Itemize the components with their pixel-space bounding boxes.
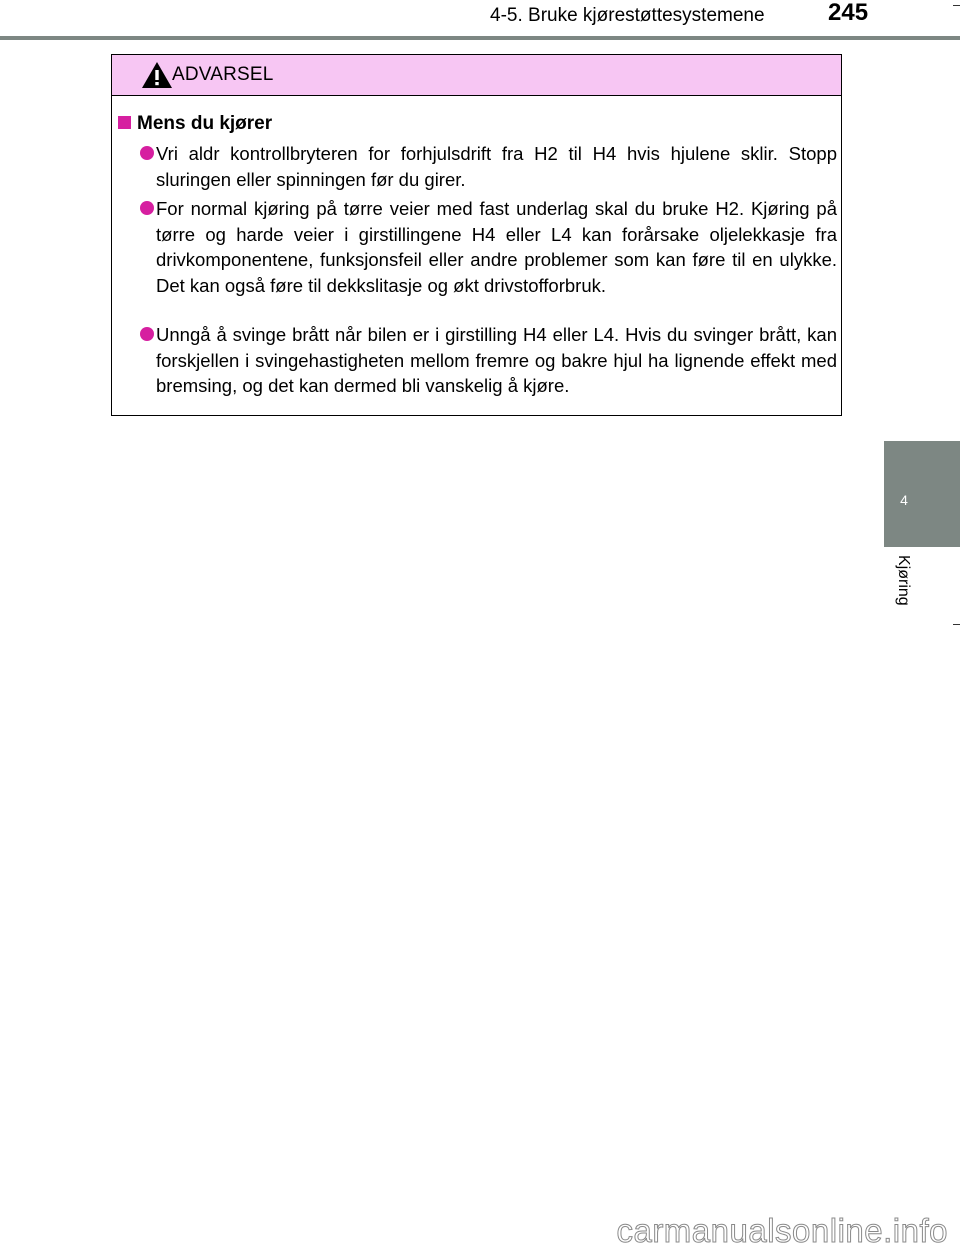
- section-heading-text: Mens du kjører: [137, 113, 273, 134]
- section-title: 4-5. Bruke kjørestøttesystemene: [490, 5, 765, 26]
- chapter-label: Kjøring: [895, 555, 912, 606]
- list-item-text: For normal kjøring på tørre veier med fast underlag skal du bruke H2. Kjøring på tørre og harde veier i girstillingene H4 eller L4 kan forårsake oljelekkasje fra drivkomponentene, funksjonsfeil eller andre problemer som kan føre til en ulykke. Det kan også føre til dekkslitasje og økt drivstofforbruk.: [156, 198, 837, 296]
- list-item-text: Vri aldr kontrollbryteren for forhjulsdrift fra H2 til H4 hvis hjulene sklir. Stopp sluringen eller spinningen før du girer.: [156, 143, 837, 190]
- watermark: carmanualsonline.info: [616, 1212, 948, 1249]
- warning-title: ADVARSEL: [172, 64, 274, 85]
- header-rule: [0, 36, 960, 40]
- chapter-tab: [884, 441, 960, 547]
- warning-header: [112, 55, 841, 96]
- list-item-text: Unngå å svinge brått når bilen er i girstilling H4 eller L4. Hvis du svinger brått, kan forskjellen i svingehastigheten mellom fremre og bakre hjul ha lignende effekt med bremsing, og det kan dermed bli vanskelig å kjøre.: [156, 324, 837, 396]
- square-bullet-icon: [118, 116, 131, 129]
- chapter-number: 4: [900, 492, 908, 508]
- section-heading: [118, 112, 272, 136]
- bullet-dot-icon: [140, 201, 154, 215]
- bullet-dot-icon: [140, 146, 154, 160]
- page-number: 245: [828, 0, 869, 26]
- side-tick-top: [953, 5, 960, 6]
- warning-box: [111, 54, 842, 416]
- bullet-dot-icon: [140, 327, 154, 341]
- warning-triangle-icon: [141, 61, 173, 89]
- side-tick-bottom: [953, 624, 960, 625]
